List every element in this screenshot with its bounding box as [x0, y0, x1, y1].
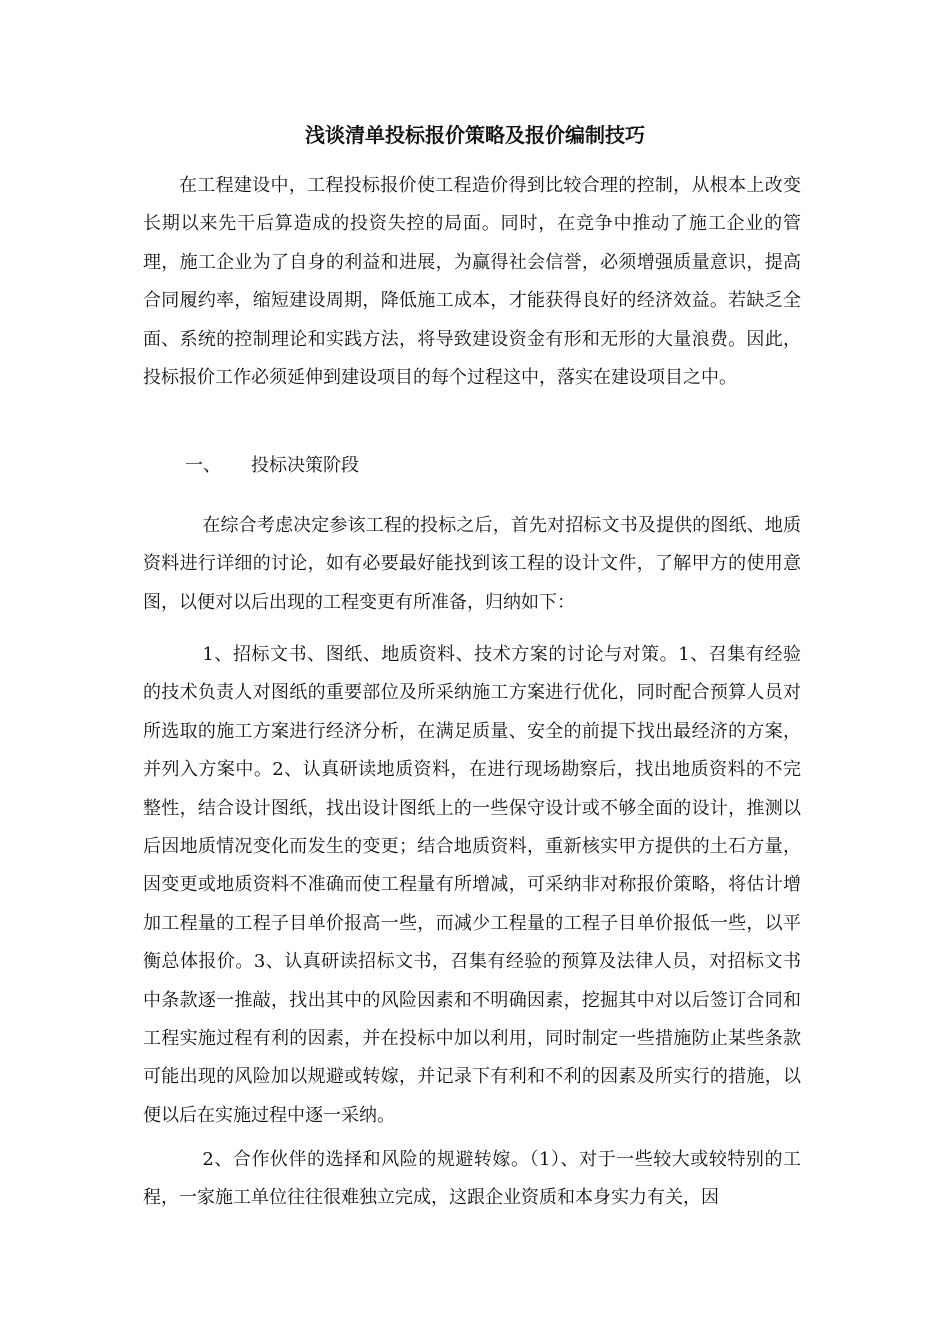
intro-paragraph: 在工程建设中，工程投标报价使工程造价得到比较合理的控制，从根本上改变长期以来先干后算造成的投资失控的局面。同时，在竞争中推动了施工企业的管理，施工企业为了自身的利益和进展，为赢得社会信誉，必须增强质量意识，提高合同履约率，缩短建设周期，降低施工成本，才能获得良好的经济效益。若缺乏全面、系统的控制理论和实践方法，将导致建设资金有形和无形的大量浪费。因此，投标报价工作必须延伸到建设项目的每个过程这中，落实在建设项目之中。 [143, 175, 801, 389]
item-2-paragraph: 2、合作伙伴的选择和风险的规避转嫁。（1）、对于一些较大或较特别的工程，一家施工单位往往很难独立完成，这跟企业资质和本身实力有关，因 [143, 1149, 801, 1209]
section-number: 一、 [185, 455, 221, 476]
section-heading [185, 447, 359, 485]
item-1-paragraph: 1、招标文书、图纸、地质资料、技术方案的讨论与对策。1、召集有经验的技术负责人对图纸的重要部位及所采纳施工方案进行优化，同时配合预算人员对所选取的施工方案进行经济分析，在满足质量、安全的前提下找出最经济的方案，并列入方案中。2、认真研读地质资料，在进行现场勘察后，找出地质资料的不完整性，结合设计图纸，找出设计图纸上的一些保守设计或不够全面的设计，推测以后因地质情况变化而发生的变更；结合地质资料，重新核实甲方提供的土石方量，因变更或地质资料不准确而使工程量有所增减，可采纳非对称报价策略，将估计增加工程量的工程子目单价报高一些，而减少工程量的工程子目单价报低一些，以平衡总体报价。3、认真研读招标文书，召集有经验的预算及法律人员，对招标文书中条款逐一推敲，找出其中的风险因素和不明确因素，挖掘其中对以后签订合同和工程实施过程有利的因素，并在投标中加以利用，同时制定一些措施防止某些条款可能出现的风险加以规避或转嫁，并记录下有利和不利的因素及所实行的措施，以便以后在实施过程中逐一采纳。 [143, 644, 801, 1126]
section-intro-paragraph: 在综合考虑决定参该工程的投标之后，首先对招标文书及提供的图纸、地质资料进行详细的讨论，如有必要最好能找到该工程的设计文件，了解甲方的使用意图，以便对以后出现的工程变更有所准备，归纳如下： [143, 515, 801, 613]
document-title: 浅谈清单投标报价策略及报价编制技巧 [305, 123, 645, 147]
section-heading-text: 投标决策阶段 [251, 455, 359, 476]
